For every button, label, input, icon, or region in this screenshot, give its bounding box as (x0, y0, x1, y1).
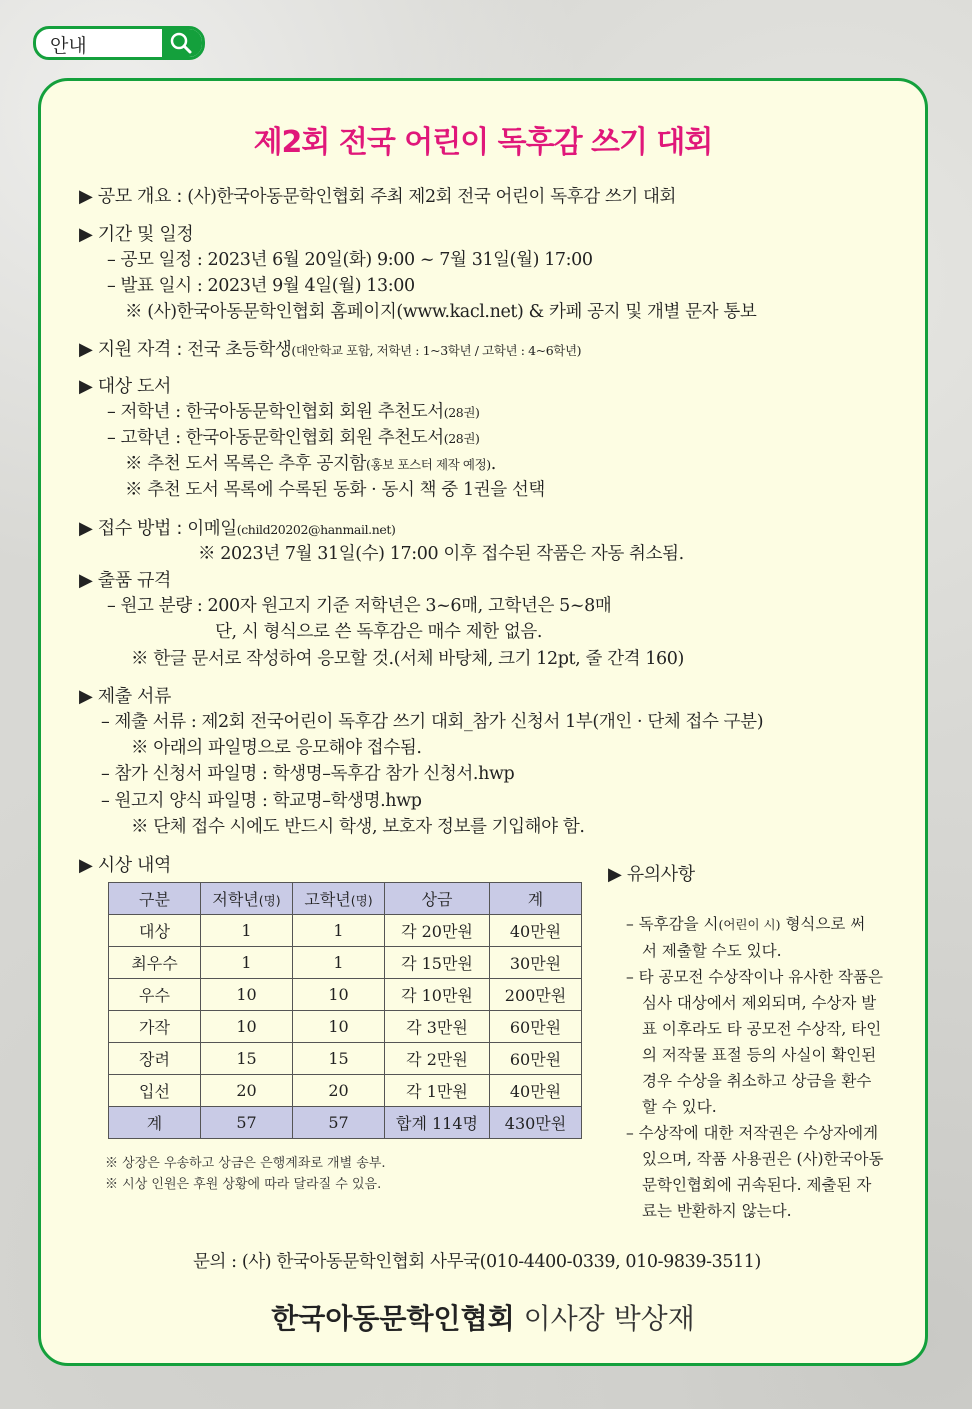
documents-line-3: – 원고지 양식 파일명 : 학교명–학생명.hwp (101, 791, 422, 811)
col-prize-money: 상금 (385, 883, 490, 915)
signature-org: 한국아동문학인협회 (271, 1302, 515, 1335)
prize-note-1: ※ 상장은 우송하고 상금은 은행계좌로 개별 송부. (105, 1156, 386, 1171)
eligibility-text: 전국 초등학생 (182, 340, 292, 360)
format-line-2: 단, 시 형식으로 쓴 독후감은 매수 제한 없음. (215, 622, 543, 642)
signature (41, 1297, 925, 1337)
table-row: 최우수 1 1 각 15만원 30만원 (109, 947, 582, 979)
table-total-row: 계 57 57 합계 114명 430만원 (109, 1107, 582, 1139)
documents-line-1: – 제출 서류 : 제2회 전국어린이 독후감 쓰기 대회_참가 신청서 1부(개인 · 단체 접수 구분) (101, 712, 764, 732)
search-icon[interactable] (162, 29, 202, 57)
table-row: 가작 10 10 각 3만원 60만원 (109, 1011, 582, 1043)
documents-heading: ▶ 제출 서류 (79, 686, 172, 707)
books-line-1: – 저학년 : 한국아동문학인협회 회원 추천도서(28권) (107, 402, 480, 422)
format-line-1: – 원고 분량 : 200자 원고지 기준 저학년은 3~6매, 고학년은 5~8매 (107, 596, 612, 616)
section-eligibility (79, 335, 581, 361)
format-note: ※ 한글 문서로 작성하여 응모할 것.(서체 바탕체, 크기 12pt, 줄 간격 160) (131, 649, 684, 669)
books-note-1: ※ 추천 도서 목록은 추후 공지함(홍보 포스터 제작 예정). (125, 454, 496, 474)
schedule-heading: ▶ 기간 및 일정 (79, 224, 194, 245)
books-line-2: – 고학년 : 한국아동문학인협회 회원 추천도서(28권) (107, 428, 480, 448)
eligibility-detail: (대안학교 포함, 저학년 : 1~3학년 / 고학년 : 4~6학년) (291, 343, 582, 358)
table-header-row (109, 883, 582, 915)
cautions-heading: ▶ 유의사항 (608, 864, 695, 885)
section-overview (79, 182, 676, 208)
cautions-list (626, 911, 884, 1224)
books-heading: ▶ 대상 도서 (79, 376, 172, 397)
overview-heading: ▶ 공모 개요 : (79, 186, 183, 207)
table-row: 입선 20 20 각 1만원 40만원 (109, 1075, 582, 1107)
section-submission-method (79, 514, 395, 540)
caution-item-2: – 타 공모전 수상작이나 유사한 작품은 심사 대상에서 제외되며, 수상자 발표 이후라도 타 공모전 수상작, 타인의 저작물 표절 등의 사실이 확인된 경우 수상을 취소하고 상금을 환수할 수 있다. (626, 968, 883, 1116)
documents-note-2: ※ 단체 접수 시에도 반드시 학생, 보호자 정보를 기입해야 함. (131, 817, 585, 837)
table-row: 대상 1 1 각 20만원 40만원 (109, 915, 582, 947)
prize-table (108, 882, 582, 1139)
schedule-line-1: – 공모 일정 : 2023년 6월 20일(화) 9:00 ~ 7월 31일(월) 17:00 (107, 250, 593, 270)
table-row: 장려 15 15 각 2만원 60만원 (109, 1043, 582, 1075)
col-total: 계 (490, 883, 582, 915)
col-category: 구분 (109, 883, 201, 915)
page-title: 제2회 전국 어린이 독후감 쓰기 대회 (253, 125, 713, 160)
books-note-2: ※ 추천 도서 목록에 수록된 동화 · 동시 책 중 1권을 선택 (125, 480, 545, 500)
prize-note-2: ※ 시상 인원은 후원 상황에 따라 달라질 수 있음. (105, 1177, 382, 1192)
submission-note: ※ 2023년 7월 31일(수) 17:00 이후 접수된 작품은 자동 취소됨. (198, 544, 684, 564)
signature-role: 이사장 박상재 (514, 1302, 695, 1335)
schedule-line-2: – 발표 일시 : 2023년 9월 4일(월) 13:00 (107, 276, 415, 296)
format-heading: ▶ 출품 규격 (79, 570, 172, 591)
info-tag-label: 안내 (50, 35, 87, 57)
col-upper-grades: 고학년(명) (293, 883, 385, 915)
schedule-note: ※ (사)한국아동문학인협회 홈페이지(www.kacl.net) & 카페 공지 및 개별 문자 통보 (125, 302, 757, 322)
contact-info: 문의 : (사) 한국아동문학인협회 사무국(010-4400-0339, 010-9839-3511) (193, 1252, 761, 1272)
submission-email: (child20202@hanmail.net) (236, 522, 396, 537)
submission-heading: ▶ 접수 방법 : (79, 518, 183, 539)
col-lower-grades: 저학년(명) (201, 883, 293, 915)
table-row: 우수 10 10 각 10만원 200만원 (109, 979, 582, 1011)
documents-line-2: – 참가 신청서 파일명 : 학생명–독후감 참가 신청서.hwp (101, 764, 515, 784)
caution-item-3: – 수상작에 대한 저작권은 수상자에게 있으며, 작품 사용권은 (사)한국아동문학인협회에 귀속된다. 제출된 자료는 반환하지 않는다. (626, 1124, 884, 1220)
submission-text: 이메일 (182, 519, 237, 539)
eligibility-heading: ▶ 지원 자격 : (79, 339, 183, 360)
overview-text: (사)한국아동문학인협회 주최 제2회 전국 어린이 독후감 쓰기 대회 (182, 187, 677, 207)
notice-card (38, 78, 928, 1366)
info-tag (33, 26, 205, 60)
caution-item-1: – 독후감을 시(어린이 시) 형식으로 써 서 제출할 수도 있다. (626, 915, 866, 960)
prizes-heading: ▶ 시상 내역 (79, 855, 172, 876)
documents-note-1: ※ 아래의 파일명으로 응모해야 접수됨. (131, 738, 422, 758)
